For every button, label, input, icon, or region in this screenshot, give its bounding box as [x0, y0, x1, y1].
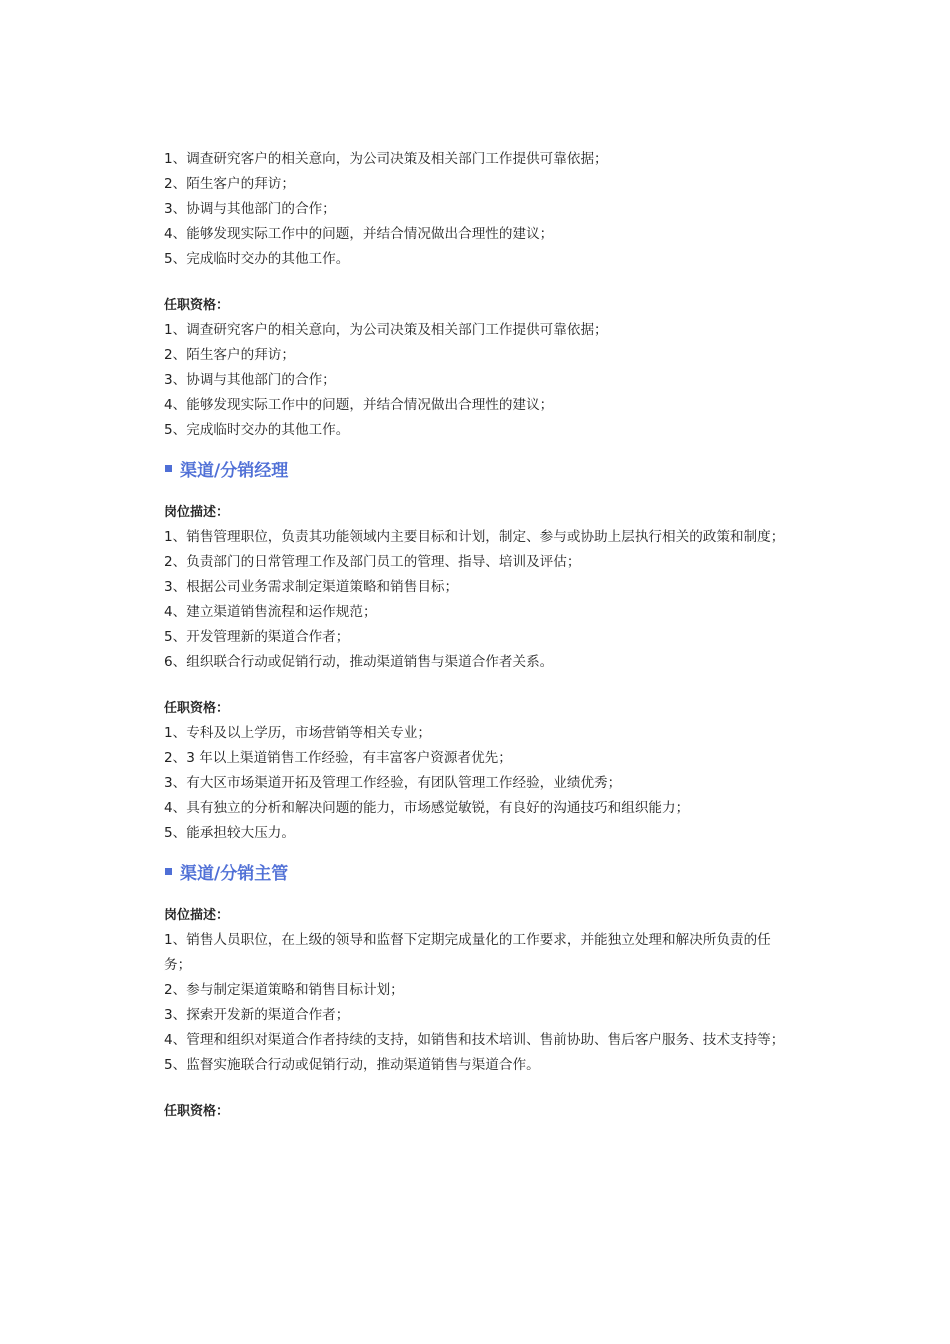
- list-item: 4、能够发现实际工作中的问题，并结合情况做出合理性的建议；: [164, 226, 554, 242]
- list-item: 6、组织联合行动或促销行动，推动渠道销售与渠道合作者关系。: [164, 654, 554, 670]
- supervisor-qualifications: [164, 1099, 789, 1124]
- spacer: [164, 272, 789, 293]
- intro-duties-list: [164, 147, 789, 272]
- qualifications-label: 任职资格：: [164, 701, 230, 716]
- list-item: 1、销售管理职位，负责其功能领域内主要目标和计划，制定、参与或协助上层执行相关的政策和制度；: [164, 529, 785, 545]
- description-label: 岗位描述：: [164, 505, 230, 520]
- list-item: 3、根据公司业务需求制定渠道策略和销售目标；: [164, 579, 459, 595]
- qualifications-label: 任职资格：: [164, 298, 230, 313]
- list-item: 2、负责部门的日常管理工作及部门员工的管理、指导、培训及评估；: [164, 554, 581, 570]
- list-item: 5、完成临时交办的其他工作。: [164, 422, 350, 438]
- section-title: 渠道/分销主管: [180, 863, 289, 884]
- description-label: 岗位描述：: [164, 908, 230, 923]
- list-item: 5、完成临时交办的其他工作。: [164, 251, 350, 267]
- list-item: 2、3 年以上渠道销售工作经验，有丰富客户资源者优先；: [164, 750, 512, 766]
- list-item: 1、调查研究客户的相关意向，为公司决策及相关部门工作提供可靠依据；: [164, 322, 608, 338]
- list-item: 4、建立渠道销售流程和运作规范；: [164, 604, 377, 620]
- spacer: [164, 1078, 789, 1099]
- manager-description: [164, 500, 789, 675]
- list-item: 5、开发管理新的渠道合作者；: [164, 629, 350, 645]
- document-page: [164, 147, 789, 1124]
- section-heading-supervisor: [164, 856, 789, 886]
- list-item: 2、参与制定渠道策略和销售目标计划；: [164, 982, 404, 998]
- list-item: 3、探索开发新的渠道合作者；: [164, 1007, 350, 1023]
- list-item: 2、陌生客户的拜访；: [164, 347, 295, 363]
- list-item: 4、管理和组织对渠道合作者持续的支持，如销售和技术培训、售前协助、售后客户服务、技术支持等；: [164, 1032, 785, 1048]
- list-item: 3、协调与其他部门的合作；: [164, 372, 336, 388]
- bullet-square-icon: [165, 465, 172, 472]
- bullet-square-icon: [165, 868, 172, 875]
- supervisor-description: [164, 903, 789, 1078]
- spacer: [164, 675, 789, 696]
- intro-qualifications: [164, 293, 789, 443]
- list-item: 5、能承担较大压力。: [164, 825, 295, 841]
- list-item: 4、具有独立的分析和解决问题的能力，市场感觉敏锐，有良好的沟通技巧和组织能力；: [164, 800, 690, 816]
- list-item: 1、销售人员职位，在上级的领导和监督下定期完成量化的工作要求，并能独立处理和解决所负责的任务；: [164, 932, 771, 973]
- qualifications-label: 任职资格：: [164, 1104, 230, 1119]
- list-item: 1、调查研究客户的相关意向，为公司决策及相关部门工作提供可靠依据；: [164, 151, 608, 167]
- list-item: 5、监督实施联合行动或促销行动，推动渠道销售与渠道合作。: [164, 1057, 540, 1073]
- manager-qualifications: [164, 696, 789, 846]
- list-item: 3、协调与其他部门的合作；: [164, 201, 336, 217]
- list-item: 4、能够发现实际工作中的问题，并结合情况做出合理性的建议；: [164, 397, 554, 413]
- section-heading-manager: [164, 453, 789, 483]
- section-title: 渠道/分销经理: [180, 460, 289, 481]
- list-item: 1、专科及以上学历，市场营销等相关专业；: [164, 725, 431, 741]
- list-item: 3、有大区市场渠道开拓及管理工作经验，有团队管理工作经验，业绩优秀；: [164, 775, 622, 791]
- list-item: 2、陌生客户的拜访；: [164, 176, 295, 192]
